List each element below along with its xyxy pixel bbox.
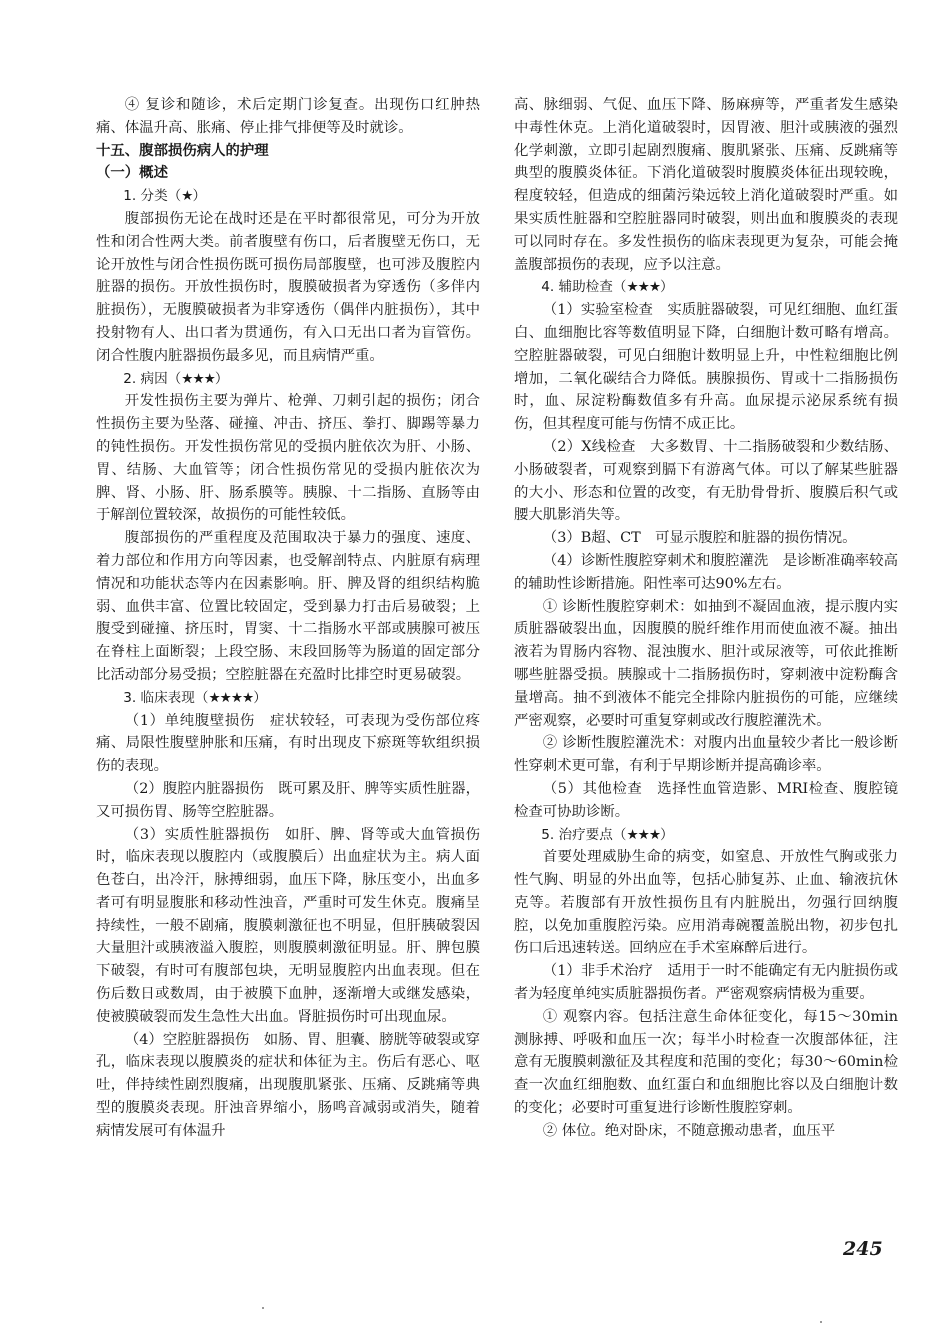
heading-close: ） xyxy=(253,689,267,706)
paragraph: （1）非手术治疗 适用于一时不能确定有无内脏损伤或者为轻度单纯实质脏器损伤者。严密观察病情极为重要。 xyxy=(514,963,898,1003)
topic-heading-auxiliary xyxy=(514,276,898,299)
paragraph: 腹部损伤无论在战时还是在平时都很常见，可分为开放性和闭合性两大类。前者腹壁有伤口，后者腹壁无伤口，无论开放性与闭合性损伤既可损伤局部腹壁，也可涉及腹腔内脏器的损伤。开放性损伤时，腹膜破损者为穿透伤（多伴内脏损伤），无腹膜破损者为非穿透伤（偶伴内脏损伤），其中投射物有人、出口者为贯通伤，有入口无出口者为盲管伤。闭合性腹内脏器损伤最多见，而且病情严重。 xyxy=(96,210,480,364)
paragraph: ④ 复诊和随诊，术后定期门诊复查。出现伤口红肿热痛、体温升高、胀痛、停止排气排便等及时就诊。 xyxy=(96,97,480,136)
heading-close: ） xyxy=(660,279,674,296)
heading-close: ） xyxy=(660,826,674,843)
heading-close: ） xyxy=(214,370,229,387)
star-rating-icon: ★ xyxy=(181,188,193,205)
left-column xyxy=(96,94,480,1143)
scan-speck xyxy=(820,1321,822,1323)
page-number: 245 xyxy=(843,1238,883,1260)
topic-heading-treatment xyxy=(514,824,898,847)
paragraph: ② 体位。绝对卧床，不随意搬动患者，血压平 xyxy=(542,1122,836,1139)
right-column xyxy=(514,94,898,1143)
heading-text: 1. 分类（ xyxy=(123,188,182,205)
paragraph: 首要处理威胁生命的病变，如窒息、开放性气胸或张力性气胸、明显的外出血等，包括心肺复苏、止血、输液抗休克等。若腹部有开放性损伤且有内脏脱出，勿强行回纳腹腔，以免加重腹腔污染。应用消毒碗覆盖脱出物，初步包扎伤口后迅速转送。回纳应在手术室麻醉后进行。 xyxy=(514,849,898,957)
paragraph: （1）实验室检查 实质脏器破裂，可见红细胞、血红蛋白、血细胞比容等数值明显下降，白细胞计数可略有增高。空腔脏器破裂，可见白细胞计数明显上升，中性粒细胞比例增加，二氧化碳结合力降低。胰腺损伤、胃或十二指肠损伤时，血、尿淀粉酶数值多有升高。血尿提示泌尿系统有损伤，但其程度可能与伤情不成正比。 xyxy=(514,302,898,433)
topic-heading-clinical xyxy=(96,687,480,710)
star-rating-icon: ★★★ xyxy=(626,279,661,296)
paragraph: （3）B超、CT 可显示腹腔和脏器的损伤情况。 xyxy=(542,530,857,547)
heading-close: ） xyxy=(192,188,207,205)
paragraph: （4）空腔脏器损伤 如肠、胃、胆囊、膀胱等破裂或穿孔，临床表现以腹膜炎的症状和体征为主。伤后有恶心、呕吐，伴持续性剧烈腹痛，出现腹肌紧张、压痛、反跳痛等典型的腹膜炎表现。肝浊音界缩小，肠鸣音减弱或消失，随着病情发展可有体温升 xyxy=(96,1031,480,1139)
paragraph: （2）X线检查 大多数胃、十二指肠破裂和少数结肠、小肠破裂者，可观察到膈下有游离气体。可以了解某些脏器的大小、形态和位置的改变，有无肋骨骨折、腹膜后积气或腰大肌影消失等。 xyxy=(514,438,898,524)
paragraph: ② 诊断性腹腔灌洗术：对腹内出血量较少者比一般诊断性穿刺术更可靠，有利于早期诊断并提高确诊率。 xyxy=(514,735,898,775)
heading-text: 2. 病因（ xyxy=(123,370,182,387)
paragraph: （4）诊断性腹腔穿刺术和腹腔灌洗 是诊断准确率较高的辅助性诊断措施。阳性率可达90%左右。 xyxy=(514,552,898,592)
section-heading: 十五、腹部损伤病人的护理 xyxy=(96,142,269,159)
paragraph: 腹部损伤的严重程度及范围取决于暴力的强度、速度、着力部位和作用方向等因素，也受解剖特点、内脏原有病理情况和功能状态等内在因素影响。肝、脾及肾的组织结构脆弱、血供丰富、位置比较固定，受到暴力打击后易破裂；上腹受到碰撞、挤压时，胃窦、十二指肠水平部或胰腺可被压在脊柱上面断裂；上段空肠、末段回肠等为肠道的固定部分比活动部分易受损；空腔脏器在充盈时比排空时更易破裂。 xyxy=(96,530,480,683)
topic-heading-classification xyxy=(96,185,480,208)
heading-text: 4. 辅助检查（ xyxy=(541,279,627,296)
paragraph: 开发性损伤主要为弹片、枪弹、刀刺引起的损伤；闭合性损伤主要为坠落、碰撞、冲击、挤压、拳打、脚踢等暴力的钝性损伤。开发性损伤常见的受损内脏依次为肝、小肠、胃、结肠、大血管等；闭合性损伤常见的受损内脏依次为脾、肾、小肠、肝、肠系膜等。胰腺、十二指肠、直肠等由于解剖位置较深，故损伤的可能性较低。 xyxy=(96,393,480,524)
paragraph: ① 观察内容。包括注意生命体征变化，每15～30min测脉搏、呼吸和血压一次；每半小时检查一次腹部体征，注意有无腹膜刺激征及其程度和范围的变化；每30～60min检查一次血红细胞数、血红蛋白和血细胞比容以及白细胞计数的变化；必要时可重复进行诊断性腹腔穿刺。 xyxy=(514,1008,898,1117)
paragraph: （2）腹腔内脏器损伤 既可累及肝、脾等实质性脏器，又可损伤胃、肠等空腔脏器。 xyxy=(96,780,480,820)
paragraph: 高、脉细弱、气促、血压下降、肠麻痹等，严重者发生感染中毒性休克。上消化道破裂时，因胃液、胆汁或胰液的强烈化学刺激，立即引起剧烈腹痛、腹肌紧张、压痛、反跳痛等典型的腹膜炎体征。下消化道破裂时腹膜炎体征出现较晚，程度较轻，但造成的细菌污染远较上消化道破裂时严重。如果实质性脏器和空腔脏器同时破裂，则出血和腹膜炎的表现可以同时存在。多发性损伤的临床表现更为复杂，可能会掩盖腹部损伤的表现，应予以注意。 xyxy=(514,97,898,273)
topic-heading-cause xyxy=(96,368,480,391)
heading-text: 5. 治疗要点（ xyxy=(541,826,627,843)
paragraph: （5）其他检查 选择性血管造影、MRI检查、腹腔镜检查可协助诊断。 xyxy=(514,780,898,820)
star-rating-icon: ★★★ xyxy=(626,826,661,843)
subsection-heading: （一）概述 xyxy=(96,165,168,182)
scan-speck xyxy=(262,1307,264,1309)
heading-text: 3. 临床表现（ xyxy=(123,689,209,706)
paragraph: ① 诊断性腹腔穿刺术：如抽到不凝固血液，提示腹内实质脏器破裂出血，因腹膜的脱纤维作用而使血液不凝。抽出液若为胃肠内容物、混浊腹水、胆汁或尿液等，可依此推断哪些脏器受损。胰腺或十二指肠损伤时，穿刺液中淀粉酶含量增高。抽不到液体不能完全排除内脏损伤的可能，应继续严密观察，必要时可重复穿刺或改行腹腔灌洗术。 xyxy=(514,598,898,729)
star-rating-icon: ★★★ xyxy=(181,370,215,387)
paragraph: （3）实质性脏器损伤 如肝、脾、肾等或大血管损伤时，临床表现以腹腔内（或腹膜后）出血症状为主。病人面色苍白，出冷汗，脉搏细弱，血压下降，脉压变小，出血多者可有明显腹胀和移动性浊音，严重时可发生休克。腹痛呈持续性，一般不剧痛，腹膜刺激征也不明显，但肝胰破裂因大量胆汁或胰液溢入腹腔，则腹膜刺激征明显。肝、脾包膜下破裂，有时可有腹部包块，无明显腹腔内出血表现。但在伤后数日或数周，由于被膜下血肿，逐渐增大或继发感染，使被膜破裂而发生急性大出血。肾脏损伤时可出现血尿。 xyxy=(96,826,480,1025)
star-rating-icon: ★★★★ xyxy=(208,689,254,706)
paragraph: （1）单纯腹壁损伤 症状较轻，可表现为受伤部位疼痛、局限性腹壁肿胀和压痛，有时出现皮下瘀斑等软组织损伤的表现。 xyxy=(96,712,480,775)
